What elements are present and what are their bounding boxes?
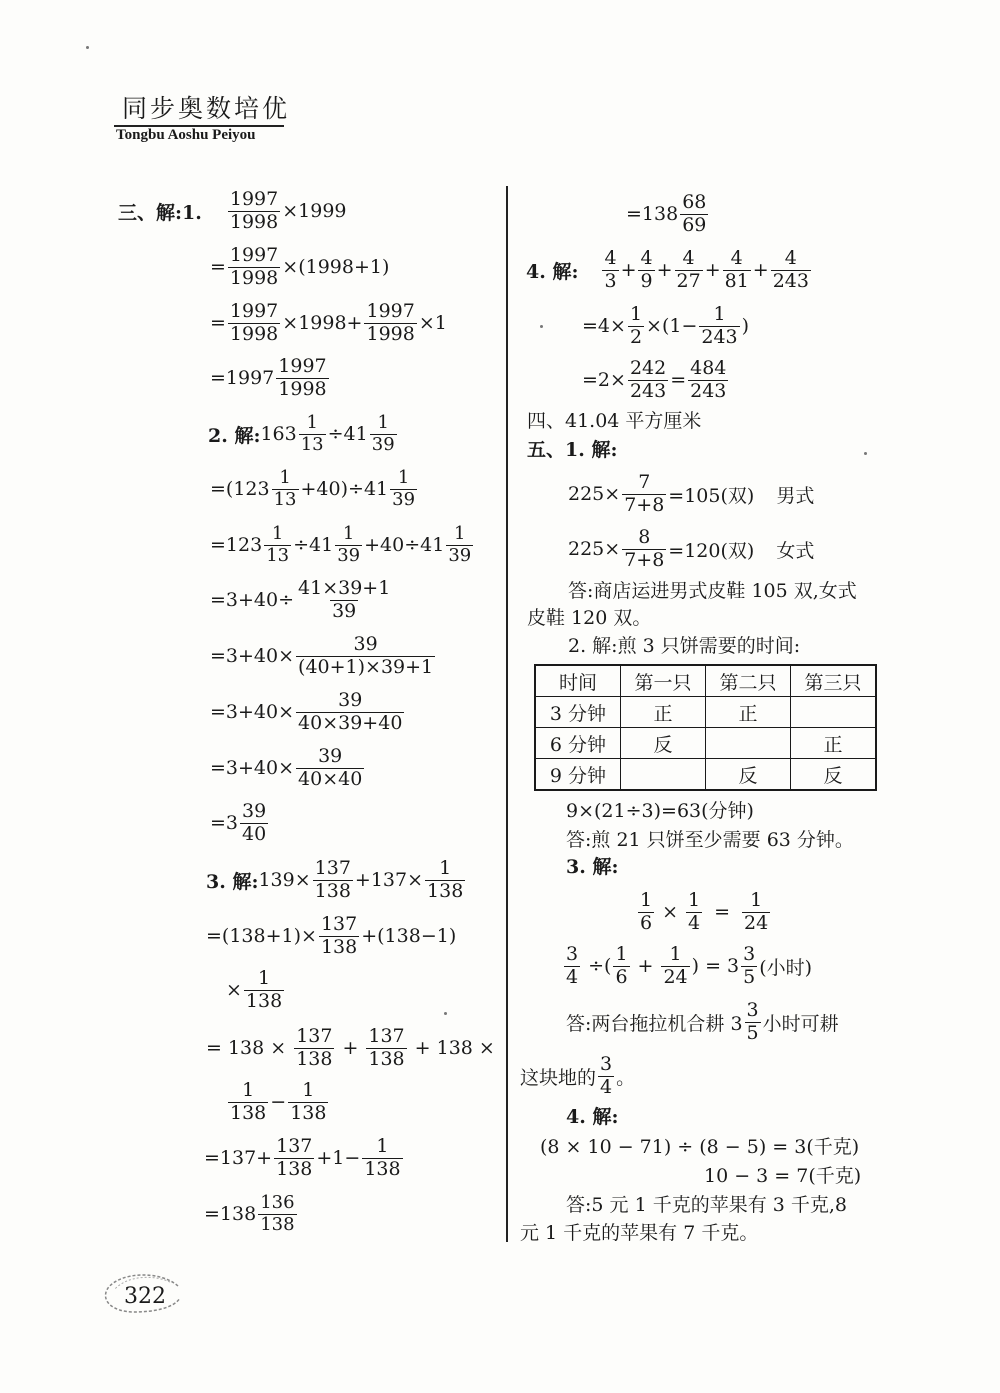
p1-answer-line-1: 答:商店运进男式皮鞋 105 双,女式: [568, 580, 857, 602]
p2-label: 2. 解:煎 3 只饼需要的时间:: [568, 635, 801, 657]
table-cell: [621, 759, 706, 791]
q4-line-a: 4. 解: $\frac{4}{3}$ + $\frac{4}{9}$ + $\frac{4}{27}$ + $\frac{4}{81}$ + $\frac{4}{243}$: [526, 246, 809, 292]
p4-answer-line-1: 答:5 元 1 千克的苹果有 3 千克,8: [566, 1194, 847, 1216]
fraction: $\frac{137}{138}$: [276, 1134, 313, 1180]
fraction: $\frac{39}{(40+1)\times 39+1}$: [298, 632, 434, 678]
q3-line-e: $\frac{1}{138}$ − $\frac{1}{138}$: [230, 1078, 327, 1124]
table-cell: 9 分钟: [535, 759, 621, 791]
q1-line-b: = $\frac{1997}{1998}$ ×(1998+1): [210, 243, 390, 289]
fraction: $\frac{1997}{1998}$: [366, 299, 415, 345]
fraction: $\frac{1997}{1998}$: [229, 299, 279, 345]
q3-line-d: = 138 × $\frac{137}{138}$ + $\frac{137}{138}$ + 138 ×: [206, 1024, 495, 1070]
pancake-table: [534, 664, 877, 791]
fraction: $\frac{1}{6}$: [640, 888, 653, 934]
fraction: $\frac{1}{39}$: [371, 411, 395, 455]
fraction: $\frac{1}{24}$: [663, 942, 688, 988]
fraction: $\frac{136}{138}$: [260, 1191, 295, 1235]
table-cell: 3 分钟: [535, 697, 621, 728]
q2-line-f: =3+40× $\frac{39}{40\times 39+40}$: [210, 688, 403, 734]
q1-line-d: =1997 $\frac{1997}{1998}$: [210, 354, 327, 400]
p2-calc: 9×(21÷3)=63(分钟): [566, 800, 754, 822]
fraction: $\frac{68}{69}$: [682, 190, 707, 236]
table-cell: 6 分钟: [535, 728, 621, 759]
p1-line-b: 225× $\frac{8}{7+8}$ =120(双) 女式: [568, 525, 815, 571]
p4-label: 4. 解:: [566, 1106, 619, 1128]
q2-line-e: =3+40× $\frac{39}{(40+1)\times 39+1}$: [210, 632, 434, 678]
q3-continued: =138 $\frac{68}{69}$: [626, 190, 707, 236]
q1-line-c: = $\frac{1997}{1998}$ ×1998+ $\frac{1997}{1998}$ ×1: [210, 299, 447, 345]
table-cell: [706, 728, 791, 759]
table-cell: 正: [706, 697, 791, 728]
fraction: $\frac{39}{40\times 40}$: [298, 744, 363, 790]
table-header-cell: 第三只: [791, 665, 877, 697]
table-header-cell: 第二只: [706, 665, 791, 697]
p4-line-1: (8 × 10 − 71) ÷ (8 − 5) = 3(千克): [540, 1136, 860, 1158]
p1-answer-line-2: 皮鞋 120 双。: [527, 607, 652, 629]
fraction: $\frac{1997}{1998}$: [229, 243, 279, 289]
section-4-answer: 四、41.04 平方厘米: [527, 410, 702, 432]
q2-line-d: =3+40÷ $\frac{41\times 39+1}{39}$: [210, 576, 391, 622]
section-3-label: 三、解:1.: [118, 201, 202, 224]
p3-label: 3. 解:: [566, 856, 619, 878]
q4-label: 4. 解:: [526, 260, 579, 283]
fraction: $\frac{3}{5}$: [746, 998, 759, 1044]
fraction: $\frac{3}{4}$: [566, 942, 579, 988]
fraction: $\frac{39}{40}$: [242, 799, 267, 845]
q4-line-c: =2× $\frac{242}{243}$ = $\frac{484}{243}$: [582, 356, 727, 402]
fraction: $\frac{1}{39}$: [392, 466, 416, 510]
fraction: $\frac{1}{243}$: [701, 302, 738, 348]
p4-line-2: 10 − 3 = 7(千克): [704, 1165, 862, 1187]
fraction: $\frac{3}{4}$: [600, 1052, 613, 1098]
p3-answer-line-2: 这块地的 $\frac{3}{4}$ 。: [520, 1052, 636, 1098]
p2-answer: 答:煎 21 只饼至少需要 63 分钟。: [566, 829, 854, 851]
q4-line-b: =4× $\frac{1}{2}$ ×(1− $\frac{1}{243}$ ): [582, 302, 750, 348]
table-row: [535, 697, 876, 728]
table-header-row: [535, 665, 876, 697]
p3-line-b: $\frac{3}{4}$ ÷( $\frac{1}{6}$ + $\frac{1}{24}$ ) = 3 $\frac{3}{5}$ (小时): [566, 942, 813, 988]
page-number: 322: [124, 1284, 166, 1309]
table-cell: 反: [706, 759, 791, 791]
table-cell: 反: [791, 759, 877, 791]
fraction: $\frac{1}{39}$: [448, 522, 472, 566]
q2-line-b: =(123 $\frac{1}{13}$ +40)÷41 $\frac{1}{39}$: [210, 466, 416, 510]
fraction: $\frac{1997}{1998}$: [229, 187, 279, 233]
fraction: $\frac{137}{138}$: [296, 1024, 333, 1070]
table-cell: 正: [621, 697, 706, 728]
fraction: $\frac{1}{6}$: [615, 942, 628, 988]
fraction: $\frac{4}{3}$: [604, 246, 617, 292]
fraction: $\frac{1}{39}$: [337, 522, 361, 566]
q3-line-b: =(138+1)× $\frac{137}{138}$ +(138−1): [206, 912, 457, 958]
fraction: $\frac{1}{24}$: [744, 888, 769, 934]
q3-line-g: =138 $\frac{136}{138}$: [204, 1191, 295, 1235]
fraction: $\frac{1}{138}$: [290, 1078, 327, 1124]
scan-speck: [540, 325, 543, 328]
page-number-badge: [100, 1268, 184, 1316]
fraction: $\frac{4}{27}$: [676, 246, 701, 292]
fraction: $\frac{1}{138}$: [364, 1134, 401, 1180]
scan-speck: [86, 46, 89, 49]
book-subtitle: Tongbu Aoshu Peiyou: [116, 127, 256, 143]
q1-line-a: 三、解:1. $\frac{1997}{1998}$ ×1999: [118, 187, 347, 233]
fraction: $\frac{1}{13}$: [266, 522, 290, 566]
section-5-label: 五、1. 解:: [527, 439, 618, 461]
fraction: $\frac{1}{4}$: [688, 888, 701, 934]
table-row: [535, 728, 876, 759]
fraction: $\frac{41\times 39+1}{39}$: [298, 576, 391, 622]
fraction: $\frac{242}{243}$: [629, 356, 667, 402]
fraction: $\frac{1997}{1998}$: [278, 354, 327, 400]
table-cell: 反: [621, 728, 706, 759]
table-header-cell: 时间: [535, 665, 621, 697]
q2-line-a: 2. 解: 163 $\frac{1}{13}$ ÷41 $\frac{1}{39}$: [208, 411, 395, 455]
fraction: $\frac{4}{9}$: [640, 246, 653, 292]
q2-line-h: =3 $\frac{39}{40}$: [210, 799, 267, 845]
fraction: $\frac{1}{2}$: [629, 302, 643, 348]
scan-speck: [444, 1012, 447, 1015]
fraction: $\frac{1}{138}$: [230, 1078, 267, 1124]
q3-line-c: × $\frac{1}{138}$: [226, 966, 283, 1012]
book-title: 同步奥数培优: [122, 94, 291, 123]
fraction: $\frac{1}{13}$: [273, 466, 297, 510]
fraction: $\frac{4}{243}$: [772, 246, 809, 292]
fraction: $\frac{8}{7+8}$: [624, 525, 665, 571]
q2-line-g: =3+40× $\frac{39}{40\times 40}$: [210, 744, 363, 790]
q3-line-a: 3. 解: 139× $\frac{137}{138}$ +137× $\frac{1}{138}$: [206, 856, 464, 902]
fraction: $\frac{1}{138}$: [245, 966, 283, 1012]
fraction: $\frac{1}{138}$: [427, 856, 464, 902]
q3-label: 3. 解:: [206, 870, 259, 893]
p3-answer-line-1: 答:两台拖拉机合耕 3 $\frac{3}{5}$ 小时可耕: [566, 998, 839, 1044]
fraction: $\frac{137}{138}$: [320, 912, 358, 958]
column-divider: [506, 186, 508, 1242]
p1-line-a: 225× $\frac{7}{7+8}$ =105(双) 男式: [568, 470, 815, 516]
fraction: $\frac{137}{138}$: [368, 1024, 405, 1070]
table-row: [535, 759, 876, 791]
fraction: $\frac{137}{138}$: [314, 856, 351, 902]
fraction: $\frac{7}{7+8}$: [624, 470, 665, 516]
fraction: $\frac{3}{5}$: [743, 942, 756, 988]
p3-line-a: $\frac{1}{6}$ × $\frac{1}{4}$ = $\frac{1}{24}$: [640, 888, 769, 934]
fraction: $\frac{39}{40\times 39+40}$: [298, 688, 403, 734]
table-cell: 正: [791, 728, 877, 759]
fraction: $\frac{4}{81}$: [724, 246, 749, 292]
table-header-cell: 第一只: [621, 665, 706, 697]
table-cell: [791, 697, 877, 728]
scan-speck: [864, 452, 867, 455]
q2-label: 2. 解:: [208, 424, 261, 447]
p4-answer-line-2: 元 1 千克的苹果有 7 千克。: [520, 1222, 759, 1244]
q3-line-f: =137+ $\frac{137}{138}$ +1− $\frac{1}{138}$: [204, 1134, 401, 1180]
fraction: $\frac{484}{243}$: [690, 356, 727, 402]
q2-line-c: =123 $\frac{1}{13}$ ÷41 $\frac{1}{39}$ +40÷41 $\frac{1}{39}$: [210, 522, 472, 566]
fraction: $\frac{1}{13}$: [300, 411, 324, 455]
